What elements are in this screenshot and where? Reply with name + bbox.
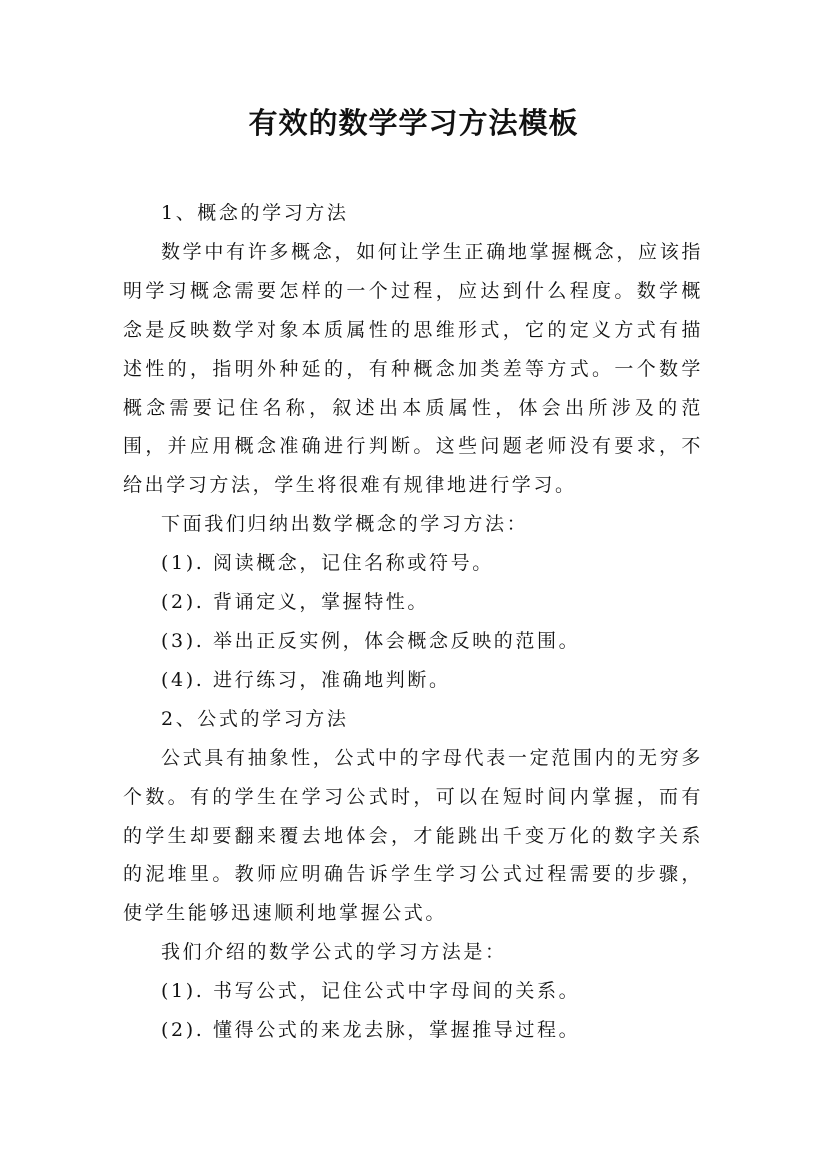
document-title: 有效的数学学习方法模板	[248, 106, 579, 140]
list-item-formulas-1: (1). 书写公式，记住公式中字母间的关系。	[161, 980, 581, 1003]
paragraph-formulas-method-lead: 我们介绍的数学公式的学习方法是：	[161, 941, 507, 964]
list-item-concepts-2: (2). 背诵定义，掌握特性。	[161, 591, 429, 614]
list-item-concepts-4: (4). 进行练习，准确地判断。	[161, 668, 451, 691]
paragraph-concepts-intro: 数学中有许多概念，如何让学生正确地掌握概念，应该指明学习概念需要怎样的一个过程，应达到什么程度。数学概念是反映数学对象本质属性的思维形式，它的定义方式有描述性的，指明外种延的，有种概念加类差等方式。一个数学概念需要记住名称，叙述出本质属性，体会出所涉及的范围，并应用概念准确进行判断。这些问题老师没有要求，不给出学习方法，学生将很难有规律地进行学习。	[123, 240, 703, 497]
paragraph-formulas-intro: 公式具有抽象性，公式中的字母代表一定范围内的无穷多个数。有的学生在学习公式时，可以在短时间内掌握，而有的学生却要翻来覆去地体会，才能跳出千变万化的数字关系的泥堆里。教师应明确告诉学生学习公式过程需要的步骤，使学生能够迅速顺利地掌握公式。	[123, 746, 703, 925]
list-item-concepts-3: (3). 举出正反实例，体会概念反映的范围。	[161, 629, 581, 652]
section-heading-concepts: 1、概念的学习方法	[161, 202, 349, 224]
section-heading-formulas: 2、公式的学习方法	[161, 707, 349, 730]
paragraph-concepts-method-lead: 下面我们归纳出数学概念的学习方法：	[161, 513, 529, 536]
list-item-concepts-1: (1). 阅读概念，记住名称或符号。	[161, 552, 494, 575]
document-body	[123, 194, 703, 1050]
list-item-formulas-2: (2). 懂得公式的来龙去脉，掌握推导过程。	[161, 1019, 581, 1042]
